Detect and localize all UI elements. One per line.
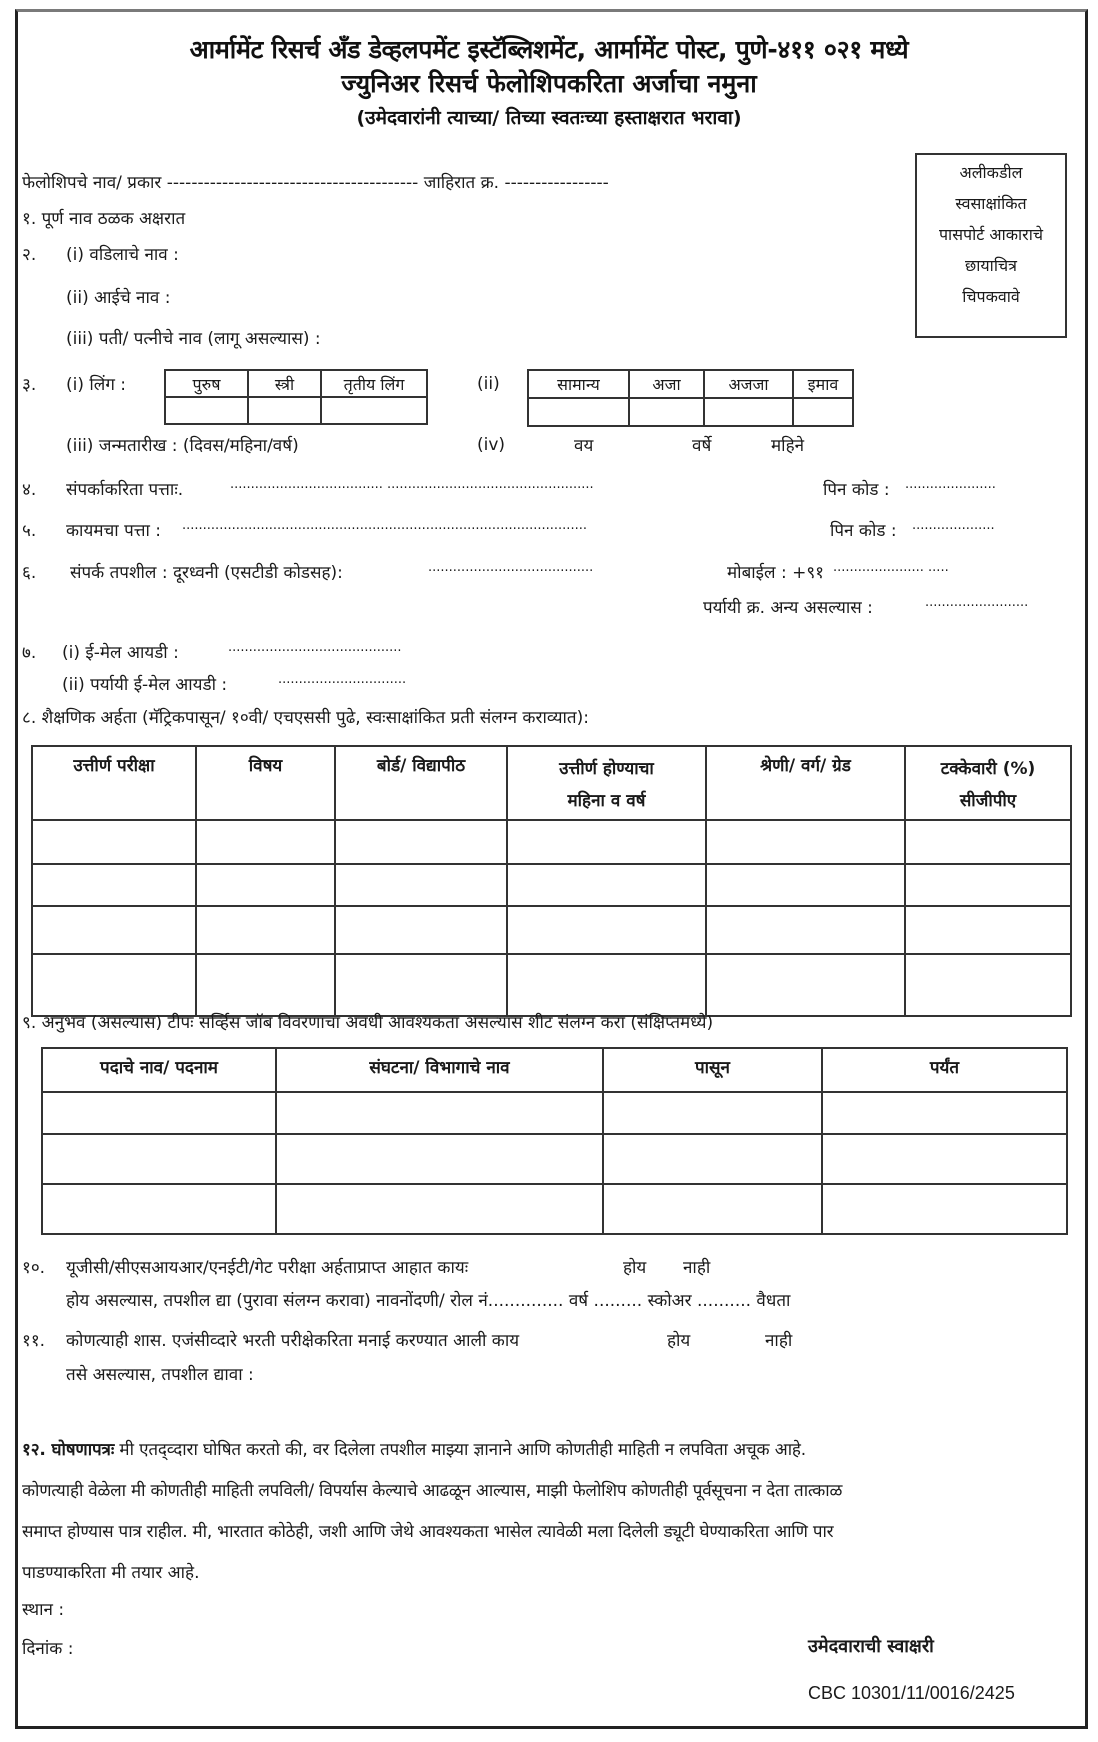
education-row [32,820,1071,864]
q6-number: ६. [22,563,37,583]
mother-name-label[interactable]: (ii) आईचे नाव : [66,288,171,308]
experience-cell[interactable] [603,1184,822,1234]
fellowship-field[interactable]: ----------------------------------------- [166,173,419,193]
age-number: (iv) [477,435,506,455]
fellowship-label: फेलोशिपचे नाव/ प्रकार [22,173,162,193]
fellowship-row [22,170,609,193]
education-col-header: उत्तीर्ण परीक्षा [32,746,196,820]
permanent-pin-field[interactable]: .................... [912,518,995,533]
photo-box-line: स्वसाक्षांकित [955,194,1027,213]
experience-cell[interactable] [822,1184,1067,1234]
education-cell[interactable] [905,954,1071,1016]
alternate-number-field[interactable]: ......................... [925,595,1029,610]
contact-pin-label: पिन कोड : [823,480,890,500]
experience-cell[interactable] [42,1184,276,1234]
q2-number: २. [22,245,37,265]
q11-number: ११. [22,1331,46,1351]
category-option: सामान्य [528,370,629,398]
form-title-line-2: ज्युनिअर रिसर्च फेलोशिपकरिता अर्जाचा नमुना [341,69,757,98]
declaration-heading: १२. घोषणापत्रः [22,1440,115,1460]
education-row [32,906,1071,954]
photo-box-line: छायाचित्र [965,256,1017,275]
spouse-name-label[interactable]: (iii) पती/ पत्नीचे नाव (लागू असल्यास) : [66,329,321,349]
alternate-number-label: पर्यायी क्र. अन्य असल्यास : [703,598,873,618]
experience-cell[interactable] [822,1092,1067,1134]
category-option: अजा [629,370,704,398]
q3-number: ३. [22,375,37,395]
alternate-email-field[interactable]: ............................... [278,672,407,687]
education-cell[interactable] [335,954,507,1016]
declaration-line: समाप्त होण्यास पात्र राहील. मी, भारतात कोठेही, जशी आणि जेथे आवश्यकता भासेल त्यावेळी मला दिलेली ड्यूटी घेण्याकरिता आणि पार [22,1522,834,1542]
education-cell[interactable] [507,906,706,954]
experience-col-header: पदाचे नाव/ पदनाम [42,1048,276,1092]
debarred-details-label[interactable]: तसे असल्यास, तपशील द्यावा : [66,1365,254,1385]
net-gate-yes-option[interactable]: होय [623,1258,647,1278]
education-col-header: श्रेणी/ वर्ग/ ग्रेड [706,746,905,820]
photo-box-line: पासपोर्ट आकाराचे [938,225,1044,244]
date-label[interactable]: दिनांक : [22,1639,74,1659]
age-years-label[interactable]: वर्षे [692,436,712,456]
form-instruction: (उमेदवारांनी त्याच्या/ तिच्या स्वतःच्या हस्ताक्षरात भरावा) [356,107,742,129]
education-cell[interactable] [507,954,706,1016]
category-checkbox[interactable] [704,398,793,426]
permanent-address-label: कायमचा पत्ता : [66,521,162,541]
education-cell[interactable] [196,906,335,954]
form-title-line-1: आर्मामेंट रिसर्च अँड डेव्हलपमेंट इस्टॅब्लिशमेंट, आर्मामेंट पोस्ट, पुणे-४११ ०२१ मध्ये [189,35,909,64]
category-label: (ii) [477,374,500,394]
advertisement-field[interactable]: ----------------- [504,173,609,193]
category-option: अजजा [704,370,793,398]
education-cell[interactable] [196,820,335,864]
q5-number: ५. [22,521,37,541]
experience-row [42,1134,1067,1184]
experience-col-header: पासून [603,1048,822,1092]
experience-cell[interactable] [603,1092,822,1134]
education-cell[interactable] [507,820,706,864]
telephone-label: संपर्क तपशील : दूरध्वनी (एसटीडी कोडसह): [70,563,343,583]
age-months-label[interactable]: महिने [771,436,805,456]
gender-option: स्त्री [248,370,321,397]
photo-box-line: अलीकडील [959,163,1023,182]
mobile-label: मोबाईल : +९१ [727,563,825,583]
education-row [32,864,1071,906]
education-cell[interactable] [32,864,196,906]
gender-table [164,369,428,425]
net-gate-label: यूजीसी/सीएसआयआर/एनईटी/गेट परीक्षा अर्हताप्राप्त आहात कायः [66,1258,469,1278]
experience-cell[interactable] [603,1134,822,1184]
gender-option: पुरुष [165,370,248,397]
education-header-row [32,746,1071,820]
experience-label: ९. अनुभव (असल्यास) टीपः सर्व्हिस जॉब विवरणाचा अवधी आवश्यकता असल्यास शीट संलग्न करा (संक्षिप्तमध्ये) [22,1013,714,1033]
experience-row [42,1092,1067,1134]
age-label: वय [574,436,594,456]
education-col-header: बोर्ड/ विद्यापीठ [335,746,507,820]
gender-checkbox[interactable] [248,397,321,424]
education-cell[interactable] [196,954,335,1016]
experience-table [41,1047,1068,1235]
experience-cell[interactable] [822,1134,1067,1184]
education-col-header: उत्तीर्ण होण्याचा महिना व वर्ष [507,746,706,820]
education-cell[interactable] [706,954,905,1016]
experience-cell[interactable] [276,1184,603,1234]
education-cell[interactable] [706,820,905,864]
experience-row [42,1184,1067,1234]
telephone-field[interactable]: ........................................ [428,560,594,575]
advertisement-label: जाहिरात क्र. [423,173,500,193]
category-option: इमाव [793,370,853,398]
education-cell[interactable] [335,820,507,864]
category-table [527,369,854,427]
net-gate-no-option[interactable]: नाही [683,1258,711,1278]
education-cell[interactable] [905,820,1071,864]
declaration-line: कोणत्याही वेळेला मी कोणतीही माहिती लपविली/ विपर्यास केल्याचे आढळून आल्यास, माझी फेलोशिप कोणतीही पूर्वसूचना न देता तात्काळ [22,1481,843,1501]
gender-label: (i) लिंग : [66,375,127,395]
experience-cell[interactable] [276,1092,603,1134]
contact-address-field[interactable]: ..................................... .................................................. [230,477,594,492]
debarred-label: कोणत्याही शास. एजंसीव्दारे भरती परीक्षेकरिता मनाई करण्यात आली काय [66,1331,520,1351]
q4-number: ४. [22,480,37,500]
education-cell[interactable] [335,906,507,954]
education-cell[interactable] [905,906,1071,954]
mobile-field[interactable]: ...................... ..... [833,560,949,575]
education-col-header: विषय [196,746,335,820]
form-code: CBC 10301/11/0016/2425 [808,1683,1015,1703]
education-cell[interactable] [706,864,905,906]
education-cell[interactable] [32,820,196,864]
contact-address-label: संपर्काकरिता पत्ताः. [66,480,184,500]
education-label: ८. शैक्षणिक अर्हता (मॅट्रिकपासून/ १०वी/ एचएससी पुढे, स्वःसाक्षांकित प्रती संलग्न कराव्यात): [22,708,589,728]
education-cell[interactable] [706,906,905,954]
education-cell[interactable] [32,906,196,954]
education-cell[interactable] [196,864,335,906]
debarred-yes-option[interactable]: होय [667,1331,691,1351]
q7-number: ७. [22,643,37,663]
experience-col-header: पर्यंत [822,1048,1067,1092]
photo-box-line: चिपकवावे [962,287,1020,306]
father-name-label[interactable]: (i) वडिलाचे नाव : [66,245,179,265]
education-cell[interactable] [335,864,507,906]
experience-col-header: संघटना/ विभागाचे नाव [276,1048,603,1092]
email-field[interactable]: .......................................... [228,640,402,655]
signature-label[interactable]: उमेदवाराची स्वाक्षरी [808,1636,934,1657]
debarred-no-option[interactable]: नाही [765,1331,793,1351]
declaration-line: पाडण्याकरिता मी तयार आहे. [22,1563,200,1583]
place-label[interactable]: स्थान : [22,1600,65,1620]
dob-label[interactable]: (iii) जन्मतारीख : (दिवस/महिना/वर्ष) [66,436,299,456]
category-checkbox[interactable] [629,398,704,426]
declaration [22,1430,1082,1594]
experience-cell[interactable] [42,1092,276,1134]
education-col-header: टक्केवारी (%) सीजीपीए [905,746,1071,820]
experience-header-row [42,1048,1067,1092]
education-row [32,954,1071,1016]
declaration-line: मी एतद्व्दारा घोषित करतो की, वर दिलेला तपशील माझ्या ज्ञानाने आणि कोणतीही माहिती न लपविता अचूक आहे. [114,1440,807,1460]
experience-cell[interactable] [42,1134,276,1184]
category-checkbox[interactable] [793,398,853,426]
gender-option: तृतीय लिंग [321,370,427,397]
full-name-label: १. पूर्ण नाव ठळक अक्षरात [22,209,186,229]
category-checkbox[interactable] [528,398,629,426]
net-gate-details[interactable]: होय असल्यास, तपशील द्या (पुरावा संलग्न करावा) नावनोंदणी/ रोल नं.............. वर्ष ......... स्कोअर .......... वैधता [66,1291,791,1311]
education-cell[interactable] [32,954,196,1016]
education-table [31,745,1072,1017]
alternate-email-label: (ii) पर्यायी ई-मेल आयडी : [62,675,228,695]
gender-checkbox[interactable] [165,397,248,424]
email-label: (i) ई-मेल आयडी : [62,643,179,663]
permanent-pin-label: पिन कोड : [830,521,897,541]
contact-pin-field[interactable]: ...................... [905,477,996,492]
experience-cell[interactable] [276,1134,603,1184]
education-cell[interactable] [905,864,1071,906]
photo-box[interactable] [915,153,1067,338]
permanent-address-field[interactable]: .................................................................................................. [182,518,587,533]
gender-checkbox[interactable] [321,397,427,424]
education-cell[interactable] [507,864,706,906]
q10-number: १०. [22,1258,46,1278]
